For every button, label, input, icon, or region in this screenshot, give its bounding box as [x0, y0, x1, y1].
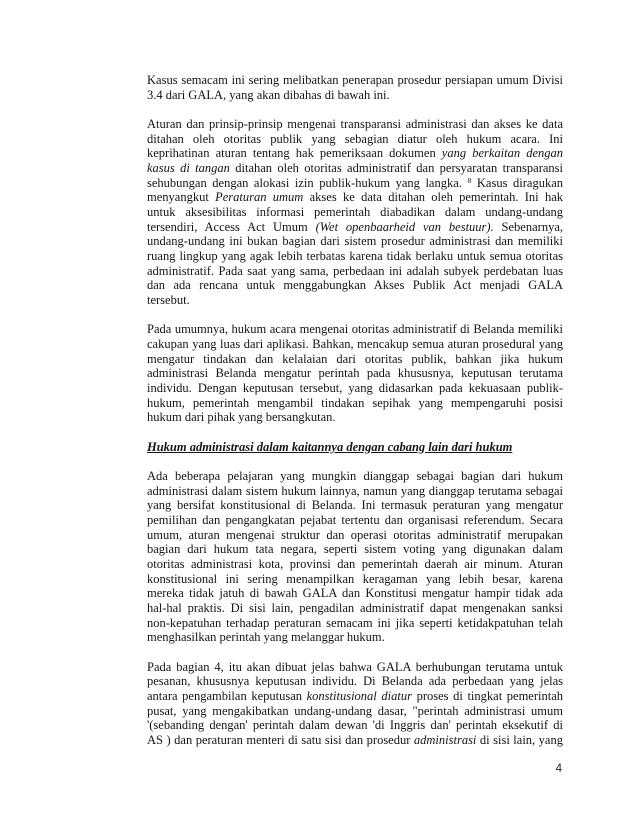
text-run: sehubungan dengan alokasi izin publik-hukum yang langka. [147, 175, 468, 190]
text-run: hukum dari pihak yang bersangkutan. [147, 410, 336, 425]
italic-text-run: konstitusional diatur [306, 688, 412, 703]
text-line [147, 73, 563, 88]
text-run: di sisi lain, yang [476, 733, 563, 747]
text-run: pusat, yang mengakibatkan undang-undang dasar, "perintah administrasi umum [147, 703, 563, 718]
text-run: bagian dari hukum tata negara, seperti sistem voting yang digunakan dalam [147, 542, 563, 557]
text-line [147, 205, 563, 220]
text-run: non-kepatuhan terhadap peraturan semacam ini jika seperti ketidakpatuhan telah [147, 615, 563, 630]
text-line [147, 630, 563, 645]
text-run: antara pengambilan keputusan [147, 688, 307, 703]
text-run: undang-undang ini bukan bagian dari sistem prosedur administrasi dan memiliki [147, 234, 563, 249]
text-line [147, 542, 563, 557]
paragraph [147, 469, 563, 645]
text-line [147, 498, 563, 513]
text-line [147, 718, 563, 733]
text-run: tersendiri, Access Act Umum [147, 219, 316, 234]
text-run: Pada bagian 4, itu akan dibuat jelas bahwa GALA berhubungan terutama untuk [147, 659, 563, 674]
text-run: ruang lingkup yang agak lebih terbatas karena tidak berlaku untuk semua otoritas [147, 249, 563, 264]
text-line [147, 557, 563, 572]
italic-text-run: Peraturan umum [215, 190, 304, 205]
text-run: ditahan oleh otoritas administratif dan persyaratan transparansi [229, 160, 563, 175]
paragraph [147, 322, 563, 425]
text-line [147, 278, 563, 293]
italic-text-run: administrasi [413, 733, 477, 747]
text-line [147, 264, 563, 279]
text-line [147, 337, 563, 352]
text-line [147, 586, 563, 601]
text-run: AS ) dan peraturan menteri di satu sisi dan prosedur [147, 733, 414, 747]
text-line [147, 410, 563, 425]
text-line [147, 733, 563, 748]
text-run: otoritas administrasi kota, provinsi dan pemerintah daerah air minum. Aturan [147, 556, 563, 571]
paragraph [147, 117, 563, 308]
text-line [147, 132, 563, 147]
text-run: Kasus diragukan [471, 175, 564, 190]
text-run: proses di tingkat pemerintah [411, 688, 564, 703]
text-line [147, 396, 563, 411]
text-run: akses ke data ditahan oleh pemerintah. Ini hak [303, 190, 563, 205]
footnote-reference: 8 [467, 175, 472, 185]
text-run: administrasi dalam sistem hukum lainnya, namun yang dianggap terutama sebagai [147, 483, 563, 498]
text-line [147, 176, 563, 191]
text-line [147, 381, 563, 396]
text-line [147, 88, 563, 103]
italic-text-run: yang berkaitan dengan [441, 146, 563, 161]
text-run: 3.4 dari GALA, yang akan dibahas di bawah ini. [147, 87, 390, 102]
text-run: Aturan dan prinsip-prinsip mengenai transparansi administrasi dan akses ke data [147, 116, 563, 131]
text-line [147, 161, 563, 176]
text-run: administratif. Pada saat yang sama, perbedaan ini adalah subyek perdebatan luas [147, 263, 563, 278]
text-line [147, 293, 563, 308]
text-line [147, 484, 563, 499]
paragraph [147, 660, 563, 748]
text-run: menghasilkan perintah yang melanggar hukum. [147, 630, 385, 645]
text-run: dan ada rencana untuk menggabungkan Akses Publik Act menjadi GALA [147, 278, 563, 293]
text-run: '(sebanding dengan' perintah dalam dewan 'di Inggris dan' perintah eksekutif di [147, 718, 563, 733]
text-run: cakupan yang luas dari aplikasi. Bahkan, mencakup semua aturan prosedural yang [147, 337, 563, 351]
text-line [147, 322, 563, 337]
paragraph [147, 73, 563, 102]
text-run: yang bersifat konstitusional di Belanda. Ini termasuk peraturan yang mengatur [147, 498, 563, 513]
text-run: Ada beberapa pelajaran yang mungkin dianggap sebagai bagian dari hukum [147, 468, 563, 483]
text-line [147, 572, 563, 587]
text-line [147, 660, 563, 675]
text-line [147, 249, 563, 264]
section-heading: Hukum administrasi dalam kaitannya dengan cabang lain dari hukum [147, 439, 513, 454]
text-line [147, 528, 563, 543]
text-line [147, 352, 563, 367]
text-run: keprihatinan aturan tentang hak pemeriksaan dokumen [147, 146, 442, 161]
text-line [147, 674, 563, 689]
text-line [147, 190, 563, 205]
text-run: pemilihan dan pengangkatan pejabat tertentu dan organisasi referendum. Secara [147, 512, 563, 527]
text-line [147, 220, 563, 235]
text-run: Sebenarnya, [493, 219, 563, 234]
text-run: untuk aksesibilitas informasi pemerintah diabadikan dalam undang-undang [147, 205, 563, 219]
text-line [147, 513, 563, 528]
text-run: hal-hal praktis. Di sisi lain, pengadilan administratif dapat mengenakan sanksi [147, 601, 563, 615]
text-run: Pada umumnya, hukum acara mengenai otoritas administratif di Belanda memiliki [147, 322, 563, 337]
italic-text-run: kasus di tangan [147, 160, 230, 175]
text-line [147, 601, 563, 616]
text-run: menyangkut [147, 190, 216, 205]
text-run: individu. Dengan keputusan tersebut, yang didasarkan pada kekuasaan publik- [147, 381, 563, 396]
text-run: ditahan oleh otoritas publik yang sebagian diatur oleh hukum acara. Ini [147, 131, 563, 146]
text-run: konstitusional ini sering menampilkan keragaman yang lebih besar, karena [147, 571, 563, 586]
text-run: tersebut. [147, 293, 190, 308]
text-line [147, 234, 563, 249]
text-line [147, 616, 563, 631]
text-run: umum, aturan mengenai struktur dan operasi otoritas administratif merupakan [147, 527, 563, 542]
document-body [147, 73, 563, 762]
text-line [147, 146, 563, 161]
text-run: hukum, pemerintah mengambil tindakan sepihak yang mempengaruhi posisi [147, 395, 563, 410]
text-run: pesanan, khususnya keputusan individu. Di Belanda ada perbedaan yang jelas [147, 674, 563, 689]
text-run: administrasi Belanda mengatur perintah pada khususnya, keputusan terutama [147, 366, 563, 381]
text-run: Kasus semacam ini sering melibatkan penerapan prosedur persiapan umum Divisi [147, 73, 563, 87]
text-run: mereka tidak jatuh di bawah GALA dan Konstitusi mengatur hampir tidak ada [147, 586, 563, 601]
italic-text-run: (Wet openbaarheid van bestuur). [315, 219, 494, 234]
text-line [147, 117, 563, 132]
text-run: mengatur tindakan dan kelalaian dari otoritas publik, bahkan jika hukum [147, 351, 563, 366]
text-line [147, 366, 563, 381]
page-number: 4 [555, 763, 562, 775]
text-line [147, 689, 563, 704]
text-line [147, 704, 563, 719]
text-line [147, 469, 563, 484]
